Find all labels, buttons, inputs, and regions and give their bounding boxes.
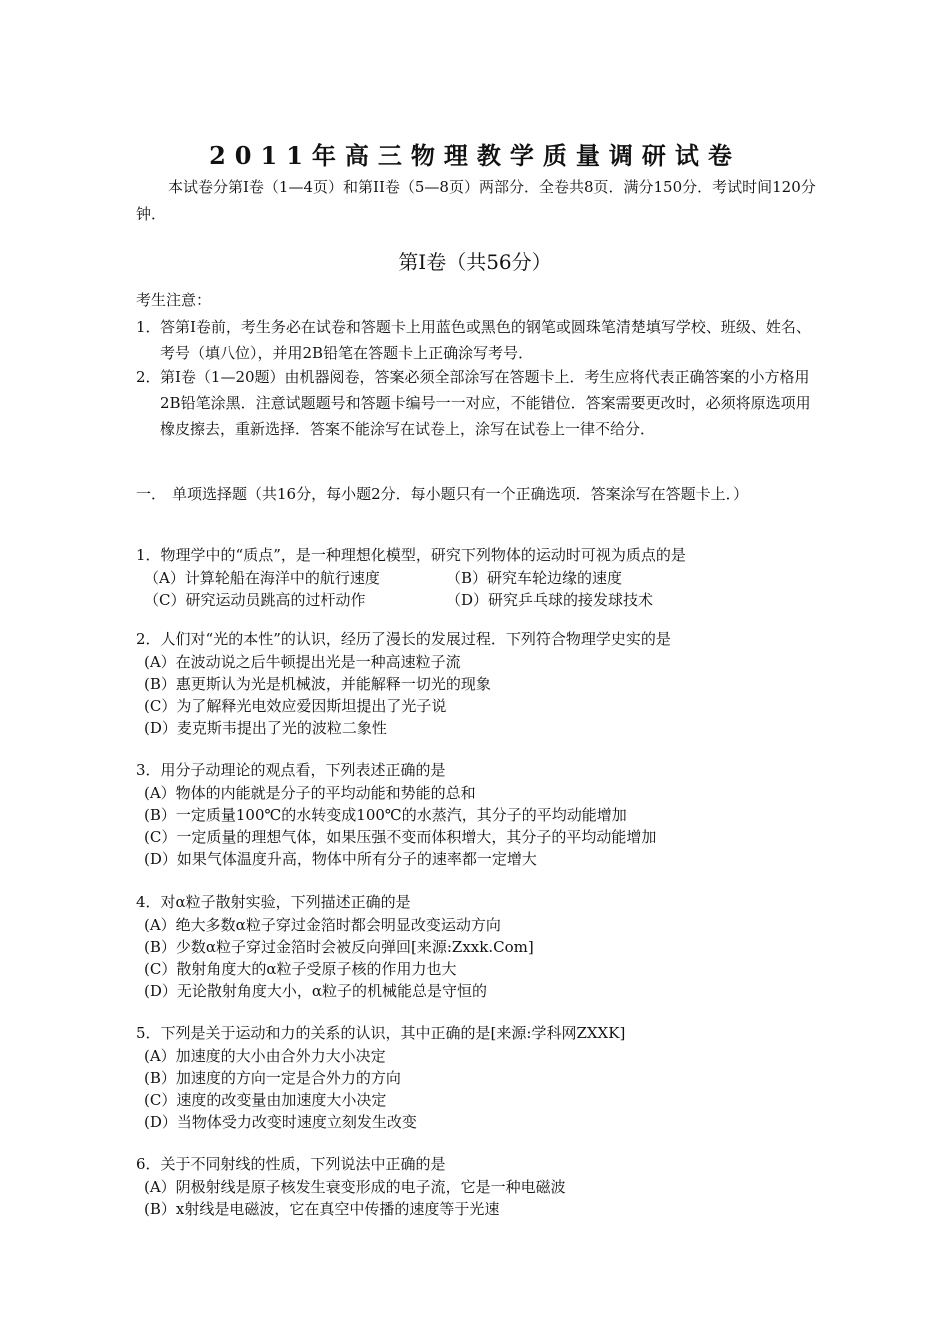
option-c: （C）研究运动员跳高的过杆动作 bbox=[144, 591, 366, 609]
question-2 bbox=[136, 627, 836, 739]
option-b: (B）x射线是电磁波，它在真空中传播的速度等于光速 bbox=[144, 1200, 500, 1218]
section-heading: 第I卷（共56分） bbox=[398, 250, 552, 274]
notice-label: 考生注意： bbox=[136, 291, 212, 309]
option-c: (C）散射角度大的α粒子受原子核的作用力也大 bbox=[144, 960, 457, 978]
part-one-heading bbox=[136, 482, 818, 506]
notice-item bbox=[136, 314, 818, 366]
question-1 bbox=[136, 543, 836, 611]
question-stem: 4．对α粒子散射实验，下列描述正确的是 bbox=[136, 893, 411, 911]
option-row bbox=[136, 567, 836, 589]
option-c: (C）为了解释光电效应爱因斯坦提出了光子说 bbox=[144, 697, 447, 715]
exam-title: 2011年高三物理教学质量调研试卷 bbox=[209, 141, 741, 170]
notice-text: 答第I卷前，考生务必在试卷和答题卡上用蓝色或黑色的钢笔或圆珠笔清楚填写学校、班级、姓名、考号（填八位），并用2B铅笔在答题卡上正确涂写考号． bbox=[160, 318, 811, 362]
part-number: 一． bbox=[136, 485, 167, 503]
option-a: (A）物体的内能就是分子的平均动能和势能的总和 bbox=[144, 784, 476, 802]
question-stem: 2．人们对“光的本性”的认识，经历了漫长的发展过程．下列符合物理学史实的是 bbox=[136, 630, 671, 648]
question-3 bbox=[136, 758, 836, 870]
option-a: (A）在波动说之后牛顿提出光是一种高速粒子流 bbox=[144, 653, 461, 671]
question-4 bbox=[136, 890, 836, 1002]
exam-intro: 本试卷分第I卷（1—4页）和第II卷（5—8页）两部分．全卷共8页．满分150分．考试时间120分钟． bbox=[136, 178, 816, 223]
question-stem: 3．用分子动理论的观点看，下列表述正确的是 bbox=[136, 761, 446, 779]
part-instructions: 单项选择题（共16分，每小题2分．每小题只有一个正确选项．答案涂写在答题卡上．） bbox=[172, 485, 749, 503]
question-stem: 5．下列是关于运动和力的关系的认识，其中正确的是[来源:学科网ZXXK] bbox=[136, 1024, 626, 1042]
notice-number: 2． bbox=[136, 368, 161, 386]
option-d: (D）如果气体温度升高，物体中所有分子的速率都一定增大 bbox=[144, 850, 537, 868]
option-a: (A）阴极射线是原子核发生衰变形成的电子流，它是一种电磁波 bbox=[144, 1178, 566, 1196]
notice-text: 第I卷（1—20题）由机器阅卷，答案必须全部涂写在答题卡上．考生应将代表正确答案的小方格用2B铅笔涂黑．注意试题题号和答题卡编号一一对应，不能错位．答案需要更改时，必须将原选项用橡皮擦去，重新选择．答案不能涂写在试卷上，涂写在试卷上一律不给分． bbox=[160, 368, 811, 438]
question-5 bbox=[136, 1021, 836, 1133]
option-c: (C）速度的改变量由加速度大小决定 bbox=[144, 1091, 387, 1109]
option-c: (C）一定质量的理想气体，如果压强不变而体积增大，其分子的平均动能增加 bbox=[144, 828, 657, 846]
option-b: (B）少数α粒子穿过金箔时会被反向弹回[来源:Zxxk.Com] bbox=[144, 938, 534, 956]
option-b: （B）研究车轮边缘的速度 bbox=[446, 569, 623, 587]
option-a: (A）加速度的大小由合外力大小决定 bbox=[144, 1047, 386, 1065]
option-d: （D）研究乒乓球的接发球技术 bbox=[446, 591, 654, 609]
option-b: (B）一定质量100℃的水转变成100℃的水蒸汽，其分子的平均动能增加 bbox=[144, 806, 627, 824]
option-d: (D）无论散射角度大小，α粒子的机械能总是守恒的 bbox=[144, 982, 488, 1000]
option-row bbox=[136, 589, 836, 611]
option-b: (B）惠更斯认为光是机械波，并能解释一切光的现象 bbox=[144, 675, 491, 693]
notice-number: 1． bbox=[136, 318, 161, 336]
question-stem: 6．关于不同射线的性质，下列说法中正确的是 bbox=[136, 1155, 446, 1173]
question-stem: 1．物理学中的“质点”，是一种理想化模型，研究下列物体的运动时可视为质点的是 bbox=[136, 546, 686, 564]
question-6 bbox=[136, 1152, 836, 1220]
option-d: (D）当物体受力改变时速度立刻发生改变 bbox=[144, 1113, 417, 1131]
notice-item bbox=[136, 364, 818, 442]
option-a: （A）计算轮船在海洋中的航行速度 bbox=[144, 569, 380, 587]
option-b: (B）加速度的方向一定是合外力的方向 bbox=[144, 1069, 401, 1087]
option-a: (A）绝大多数α粒子穿过金箔时都会明显改变运动方向 bbox=[144, 916, 501, 934]
option-d: (D）麦克斯韦提出了光的波粒二象性 bbox=[144, 719, 387, 737]
